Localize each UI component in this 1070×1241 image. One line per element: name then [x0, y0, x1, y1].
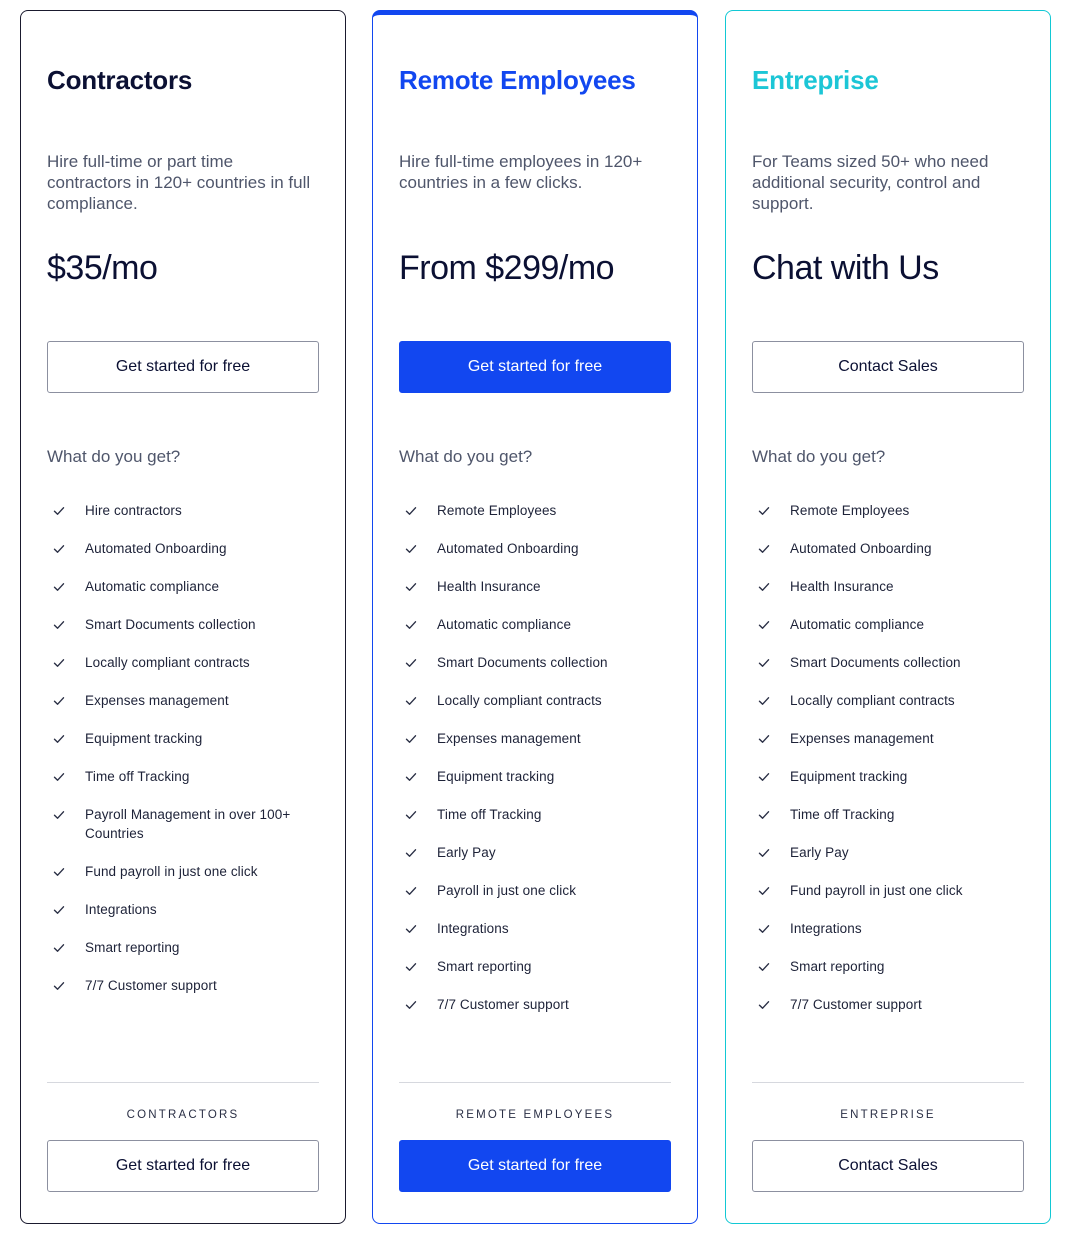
get-started-button[interactable]: Get started for free — [399, 341, 671, 393]
plan-description: For Teams sized 50+ who need additional security, control and support. — [752, 152, 989, 213]
feature-label: Smart reporting — [85, 940, 180, 955]
feature-label: Time off Tracking — [437, 807, 542, 822]
check-icon — [404, 694, 418, 708]
feature-item — [47, 501, 319, 520]
feature-item — [752, 577, 1024, 596]
check-icon — [757, 998, 771, 1012]
feature-item — [47, 767, 319, 786]
check-icon — [757, 580, 771, 594]
plan-description: Hire full-time employees in 120+ countries in a few clicks. — [399, 152, 643, 192]
check-icon — [52, 770, 66, 784]
check-icon — [404, 618, 418, 632]
check-icon — [757, 808, 771, 822]
check-icon — [404, 656, 418, 670]
feature-label: Early Pay — [790, 845, 849, 860]
feature-item — [399, 729, 671, 748]
feature-label: Automatic compliance — [85, 579, 220, 594]
check-icon — [757, 770, 771, 784]
check-icon — [404, 846, 418, 860]
feature-item — [752, 729, 1024, 748]
check-icon — [52, 542, 66, 556]
check-icon — [757, 922, 771, 936]
feature-item — [752, 919, 1024, 938]
check-icon — [52, 903, 66, 917]
feature-item — [752, 957, 1024, 976]
feature-label: Smart Documents collection — [437, 655, 608, 670]
plan-price: From $299/mo — [399, 249, 615, 287]
check-icon — [52, 656, 66, 670]
plan-price: $35/mo — [47, 249, 158, 287]
feature-label: Integrations — [437, 921, 509, 936]
plan-title: Contractors — [47, 65, 193, 95]
feature-label: Early Pay — [437, 845, 496, 860]
feature-item — [752, 653, 1024, 672]
feature-label: Smart Documents collection — [85, 617, 256, 632]
feature-label: Equipment tracking — [790, 769, 908, 784]
check-icon — [404, 922, 418, 936]
feature-label: Automated Onboarding — [790, 541, 932, 556]
feature-item — [47, 976, 319, 995]
feature-item — [399, 843, 671, 862]
feature-label: Automatic compliance — [437, 617, 572, 632]
feature-item — [47, 615, 319, 634]
check-icon — [757, 846, 771, 860]
feature-label: Integrations — [790, 921, 862, 936]
feature-label: Smart reporting — [790, 959, 885, 974]
feature-label: Fund payroll in just one click — [85, 864, 258, 879]
check-icon — [404, 960, 418, 974]
divider — [47, 1082, 319, 1083]
plan-footer-label: REMOTE EMPLOYEES — [455, 1109, 615, 1121]
feature-item — [752, 881, 1024, 900]
get-started-button-bottom[interactable]: Get started for free — [399, 1140, 671, 1192]
get-started-button[interactable]: Get started for free — [47, 341, 319, 393]
check-icon — [757, 694, 771, 708]
divider — [752, 1082, 1024, 1083]
feature-item — [399, 767, 671, 786]
feature-item — [399, 919, 671, 938]
check-icon — [52, 504, 66, 518]
plan-title: Remote Employees — [399, 65, 636, 95]
check-icon — [52, 979, 66, 993]
check-icon — [404, 884, 418, 898]
feature-item — [752, 805, 1024, 824]
check-icon — [757, 960, 771, 974]
check-icon — [52, 865, 66, 879]
feature-list — [399, 501, 671, 1033]
plan-footer-label: ENTREPRISE — [840, 1109, 936, 1121]
feature-item — [399, 653, 671, 672]
feature-item — [47, 577, 319, 596]
feature-label: Health Insurance — [790, 579, 894, 594]
feature-item — [399, 691, 671, 710]
feature-item — [399, 501, 671, 520]
check-icon — [757, 618, 771, 632]
features-heading: What do you get? — [399, 447, 533, 466]
plan-footer-label: CONTRACTORS — [126, 1109, 240, 1121]
feature-label: Integrations — [85, 902, 157, 917]
feature-label: Time off Tracking — [85, 769, 190, 784]
get-started-button-bottom[interactable]: Get started for free — [47, 1140, 319, 1192]
check-icon — [757, 656, 771, 670]
feature-item — [399, 881, 671, 900]
feature-label: Expenses management — [437, 731, 581, 746]
check-icon — [757, 542, 771, 556]
feature-item — [399, 805, 671, 824]
feature-label: Equipment tracking — [437, 769, 555, 784]
check-icon — [757, 504, 771, 518]
features-heading: What do you get? — [47, 447, 181, 466]
feature-item — [399, 995, 671, 1014]
feature-item — [752, 995, 1024, 1014]
feature-label: Remote Employees — [437, 503, 557, 518]
feature-label: 7/7 Customer support — [790, 997, 922, 1012]
check-icon — [404, 580, 418, 594]
plan-card-entreprise — [725, 10, 1051, 1224]
feature-label: Expenses management — [790, 731, 934, 746]
check-icon — [404, 998, 418, 1012]
feature-label: Time off Tracking — [790, 807, 895, 822]
feature-label: 7/7 Customer support — [437, 997, 569, 1012]
check-icon — [757, 732, 771, 746]
feature-item — [399, 615, 671, 634]
feature-label: Equipment tracking — [85, 731, 203, 746]
feature-label: Locally compliant contracts — [85, 655, 250, 670]
plan-title: Entreprise — [752, 65, 879, 95]
feature-item — [47, 729, 319, 748]
feature-item — [47, 862, 319, 881]
features-heading: What do you get? — [752, 447, 886, 466]
feature-item — [47, 653, 319, 672]
feature-label: Health Insurance — [437, 579, 541, 594]
check-icon — [404, 770, 418, 784]
feature-item — [47, 691, 319, 710]
feature-item — [47, 805, 319, 843]
feature-label: Automated Onboarding — [437, 541, 579, 556]
feature-label: 7/7 Customer support — [85, 978, 217, 993]
feature-item — [752, 767, 1024, 786]
feature-item — [752, 691, 1024, 710]
feature-label: Remote Employees — [790, 503, 910, 518]
check-icon — [52, 941, 66, 955]
feature-label: Smart reporting — [437, 959, 532, 974]
check-icon — [52, 580, 66, 594]
feature-label: Fund payroll in just one click — [790, 883, 963, 898]
check-icon — [52, 618, 66, 632]
contact-sales-button-bottom[interactable]: Contact Sales — [752, 1140, 1024, 1192]
check-icon — [404, 808, 418, 822]
feature-item — [752, 843, 1024, 862]
check-icon — [52, 808, 66, 822]
feature-label: Expenses management — [85, 693, 229, 708]
check-icon — [404, 732, 418, 746]
plan-price: Chat with Us — [752, 249, 939, 287]
check-icon — [52, 694, 66, 708]
feature-item — [47, 539, 319, 558]
feature-list — [47, 501, 319, 1014]
feature-item — [752, 501, 1024, 520]
feature-item — [752, 539, 1024, 558]
feature-label: Locally compliant contracts — [437, 693, 602, 708]
check-icon — [52, 732, 66, 746]
feature-label: Automated Onboarding — [85, 541, 227, 556]
feature-item — [399, 957, 671, 976]
divider — [399, 1082, 671, 1083]
feature-label: Payroll in just one click — [437, 883, 577, 898]
feature-label: Automatic compliance — [790, 617, 925, 632]
feature-label: Smart Documents collection — [790, 655, 961, 670]
plan-description: Hire full-time or part time contractors in 120+ countries in full compliance. — [47, 152, 311, 213]
contact-sales-button[interactable]: Contact Sales — [752, 341, 1024, 393]
check-icon — [404, 542, 418, 556]
plan-card-remote-employees — [372, 10, 698, 1224]
feature-label: Locally compliant contracts — [790, 693, 955, 708]
feature-item — [399, 577, 671, 596]
feature-item — [47, 938, 319, 957]
feature-item — [47, 900, 319, 919]
check-icon — [757, 884, 771, 898]
feature-item — [752, 615, 1024, 634]
feature-item — [399, 539, 671, 558]
plan-card-contractors — [20, 10, 346, 1224]
feature-label: Payroll Management in over 100+ Countries — [85, 807, 291, 841]
feature-label: Hire contractors — [85, 503, 182, 518]
check-icon — [404, 504, 418, 518]
feature-list — [752, 501, 1024, 1033]
